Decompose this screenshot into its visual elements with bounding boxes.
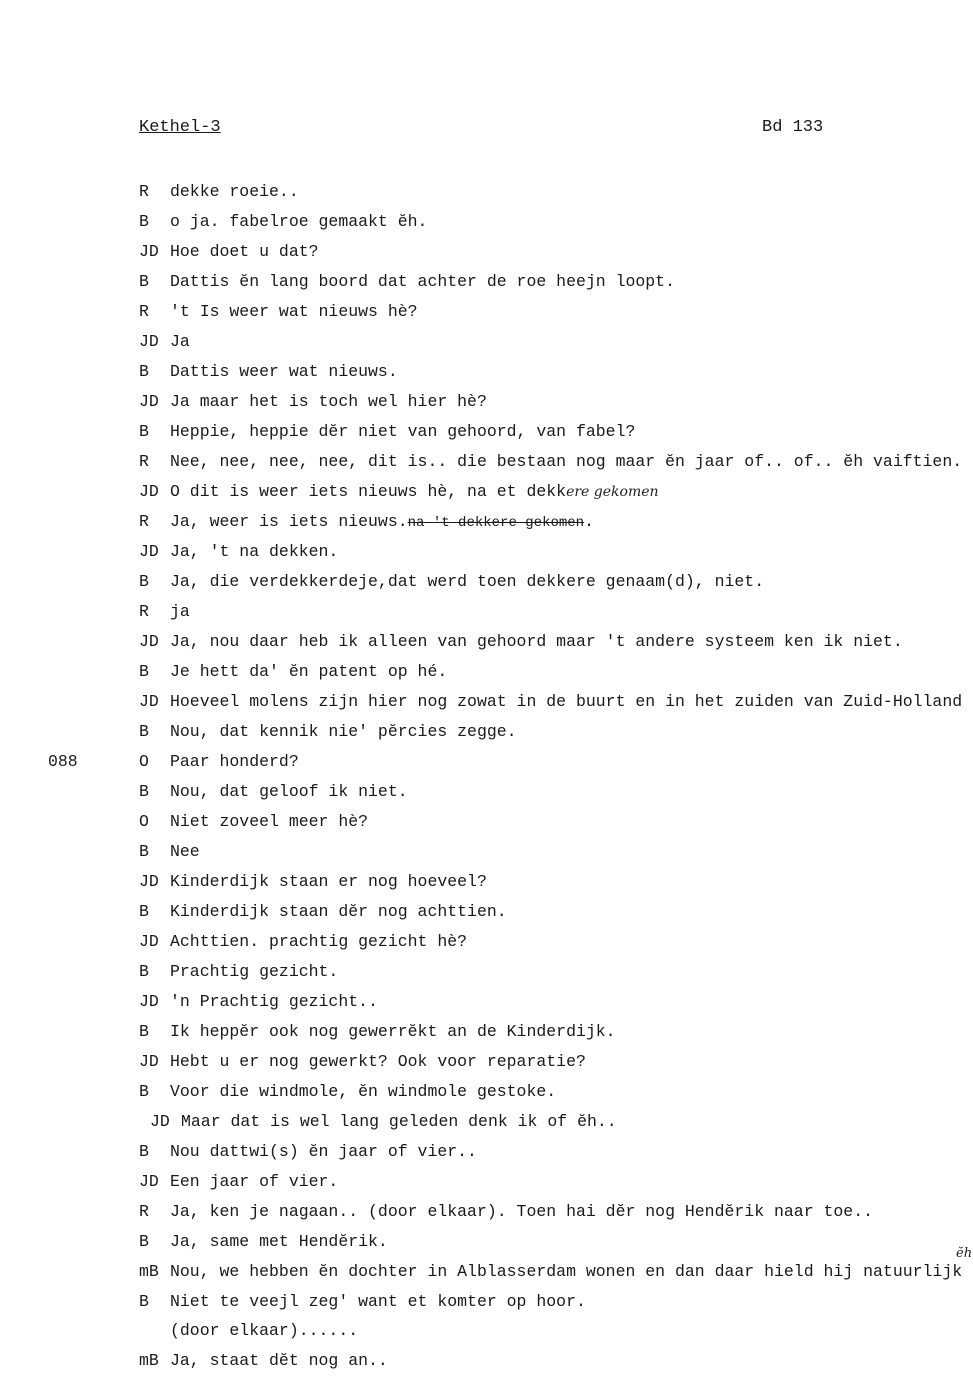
transcript-line: [139, 571, 764, 593]
utterance-text: Dattis ĕn lang boord dat achter de roe heejn loopt.: [170, 272, 675, 291]
speaker-label: B: [139, 422, 149, 441]
transcript-line: [139, 1291, 586, 1313]
speaker-label: JD: [139, 1052, 159, 1071]
handwritten-annotation: ĕh: [956, 1246, 973, 1261]
utterance-text: Niet zoveel meer hè?: [170, 812, 369, 831]
punctuation: .: [584, 512, 594, 531]
utterance-text: Nee: [170, 842, 200, 861]
utterance-text: 't Is weer wat nieuws hè?: [170, 302, 418, 321]
speaker-label: B: [139, 1082, 149, 1101]
margin-note: 088: [48, 752, 78, 771]
transcript-line: [139, 1171, 338, 1193]
transcript-line: [139, 1231, 388, 1253]
transcript-line: [139, 361, 398, 383]
transcript-line: [139, 781, 408, 803]
utterance-text: Hoe doet u dat?: [170, 242, 319, 261]
transcript-line: [139, 1141, 477, 1163]
transcript-line: [150, 1111, 617, 1133]
utterance-text: Nee, nee, nee, nee, dit is.. die bestaan nog maar ĕn jaar of.. of.. ĕh vaiftien.: [170, 452, 963, 471]
speaker-label: B: [139, 572, 149, 591]
speaker-label: O: [139, 752, 149, 771]
utterance-text: Hoeveel molens zijn hier nog zowat in de buurt en in het zuiden van Zuid-Holland: [170, 692, 963, 711]
speaker-label: JD: [139, 632, 159, 651]
speaker-label: B: [139, 1142, 149, 1161]
utterance-text: Ja maar het is toch wel hier hè?: [170, 392, 487, 411]
speaker-label: B: [139, 212, 149, 231]
speaker-label: B: [139, 722, 149, 741]
speaker-label: JD: [139, 692, 159, 711]
transcript-line: [139, 421, 635, 443]
utterance-text: Kinderdijk staan dĕr nog achttien.: [170, 902, 507, 921]
transcript-line: [139, 451, 962, 473]
utterance-text: Nou, we hebben ĕn dochter in Alblasserdam wonen en dan daar hield hij natuurlijk: [170, 1262, 963, 1281]
transcript-line: [139, 841, 200, 863]
speaker-label: JD: [139, 542, 159, 561]
speaker-label: mB: [139, 1262, 159, 1281]
utterance-text: Nou, dat kennik nie' pĕrcies zegge.: [170, 722, 517, 741]
transcript-line: [139, 901, 507, 923]
transcript-line: [139, 811, 368, 833]
utterance-text: Paar honderd?: [170, 752, 299, 771]
utterance-text: Achttien. prachtig gezicht hè?: [170, 932, 468, 951]
utterance-text: o ja. fabelroe gemaakt ĕh.: [170, 212, 428, 231]
transcript-line: [139, 991, 378, 1013]
utterance-text: Ja, die verdekkerdeje,dat werd toen dekkere genaam(d), niet.: [170, 572, 765, 591]
transcript-line: [139, 271, 675, 293]
speaker-label: mB: [139, 1351, 159, 1370]
utterance-text: Dattis weer wat nieuws.: [170, 362, 398, 381]
utterance-text: Kinderdijk staan er nog hoeveel?: [170, 872, 487, 891]
transcript-line: [139, 241, 319, 263]
speaker-label: B: [139, 902, 149, 921]
speaker-label: O: [139, 812, 149, 831]
transcript-line: [139, 181, 299, 203]
utterance-text: Ja, weer is iets nieuws.: [170, 512, 408, 531]
transcript-line: [139, 1081, 556, 1103]
transcript-line: [139, 961, 338, 983]
utterance-text: Prachtig gezicht.: [170, 962, 339, 981]
page-number: Bd 133: [762, 118, 824, 137]
utterance-text: Nou, dat geloof ik niet.: [170, 782, 408, 801]
transcript-line: [139, 391, 487, 413]
transcript-line: [139, 1201, 873, 1223]
transcript-line: [139, 1051, 586, 1073]
struck-out-text: na 't dekkere gekomen: [407, 515, 585, 531]
speaker-label: JD: [150, 1112, 170, 1131]
transcript-line: [139, 301, 418, 323]
utterance-text: O dit is weer iets nieuws hè, na et dekk: [170, 482, 567, 501]
speaker-label: JD: [139, 332, 159, 351]
utterance-text: Voor die windmole, ĕn windmole gestoke.: [170, 1082, 557, 1101]
speaker-label: JD: [139, 932, 159, 951]
utterance-text: dekke roeie..: [170, 182, 299, 201]
utterance-text: Je hett da' ĕn patent op hé.: [170, 662, 448, 681]
transcript-line: [139, 511, 594, 533]
transcript-line: [139, 601, 190, 623]
transcript-line: [139, 751, 299, 773]
speaker-label: JD: [139, 872, 159, 891]
speaker-label: B: [139, 962, 149, 981]
page-header-title: Kethel-3: [139, 118, 221, 137]
speaker-label: JD: [139, 392, 159, 411]
utterance-text: Niet te veejl zeg' want et komter op hoor.: [170, 1292, 586, 1311]
speaker-label: JD: [139, 482, 159, 501]
speaker-label: R: [139, 512, 149, 531]
utterance-text: 'n Prachtig gezicht..: [170, 992, 378, 1011]
transcript-line: [139, 931, 467, 953]
utterance-text: Maar dat is wel lang geleden denk ik of ĕh..: [181, 1112, 617, 1131]
utterance-text: Nou dattwi(s) ĕn jaar of vier..: [170, 1142, 477, 1161]
utterance-text: Ja, ken je nagaan.. (door elkaar). Toen hai dĕr nog Hendĕrik naar toe..: [170, 1202, 874, 1221]
utterance-text: Ja, staat dĕt nog an..: [170, 1351, 388, 1370]
transcript-line: [139, 541, 338, 563]
speaker-label: B: [139, 662, 149, 681]
transcript-line: [139, 871, 487, 893]
handwritten-correction: ere gekomen: [566, 484, 659, 500]
transcript-line: [139, 1021, 616, 1043]
speaker-label: B: [139, 842, 149, 861]
utterance-text: (door elkaar)......: [170, 1321, 359, 1340]
utterance-text: Ja, same met Hendĕrik.: [170, 1232, 388, 1251]
speaker-label: B: [139, 362, 149, 381]
speaker-label: JD: [139, 1172, 159, 1191]
speaker-label: JD: [139, 992, 159, 1011]
utterance-text: Ik heppĕr ook nog gewerrĕkt an de Kinderdijk.: [170, 1022, 616, 1041]
transcript-line: [139, 211, 427, 233]
speaker-label: R: [139, 302, 149, 321]
transcript-line: [139, 1261, 962, 1283]
speaker-label: R: [139, 1202, 149, 1221]
speaker-label: R: [139, 602, 149, 621]
transcript-line: [139, 481, 659, 503]
utterance-text: Ja, 't na dekken.: [170, 542, 339, 561]
speaker-label: B: [139, 782, 149, 801]
speaker-label: B: [139, 1022, 149, 1041]
speaker-label: B: [139, 1292, 149, 1311]
transcript-line: [139, 331, 190, 353]
speaker-label: R: [139, 182, 149, 201]
transcript-line: [139, 721, 517, 743]
transcript-line: [139, 1350, 388, 1372]
transcript-line: [139, 661, 447, 683]
utterance-text: Een jaar of vier.: [170, 1172, 339, 1191]
utterance-text: ja: [170, 602, 190, 621]
speaker-label: R: [139, 452, 149, 471]
utterance-text: Ja, nou daar heb ik alleen van gehoord maar 't andere systeem ken ik niet.: [170, 632, 903, 651]
speaker-label: B: [139, 272, 149, 291]
speaker-label: B: [139, 1232, 149, 1251]
transcript-line: [139, 691, 962, 713]
transcript-line: [139, 631, 903, 653]
speaker-label: JD: [139, 242, 159, 261]
utterance-text: Heppie, heppie dĕr niet van gehoord, van fabel?: [170, 422, 636, 441]
utterance-text: Hebt u er nog gewerkt? Ook voor reparatie?: [170, 1052, 586, 1071]
utterance-text: Ja: [170, 332, 190, 351]
transcript-line: [170, 1320, 358, 1342]
